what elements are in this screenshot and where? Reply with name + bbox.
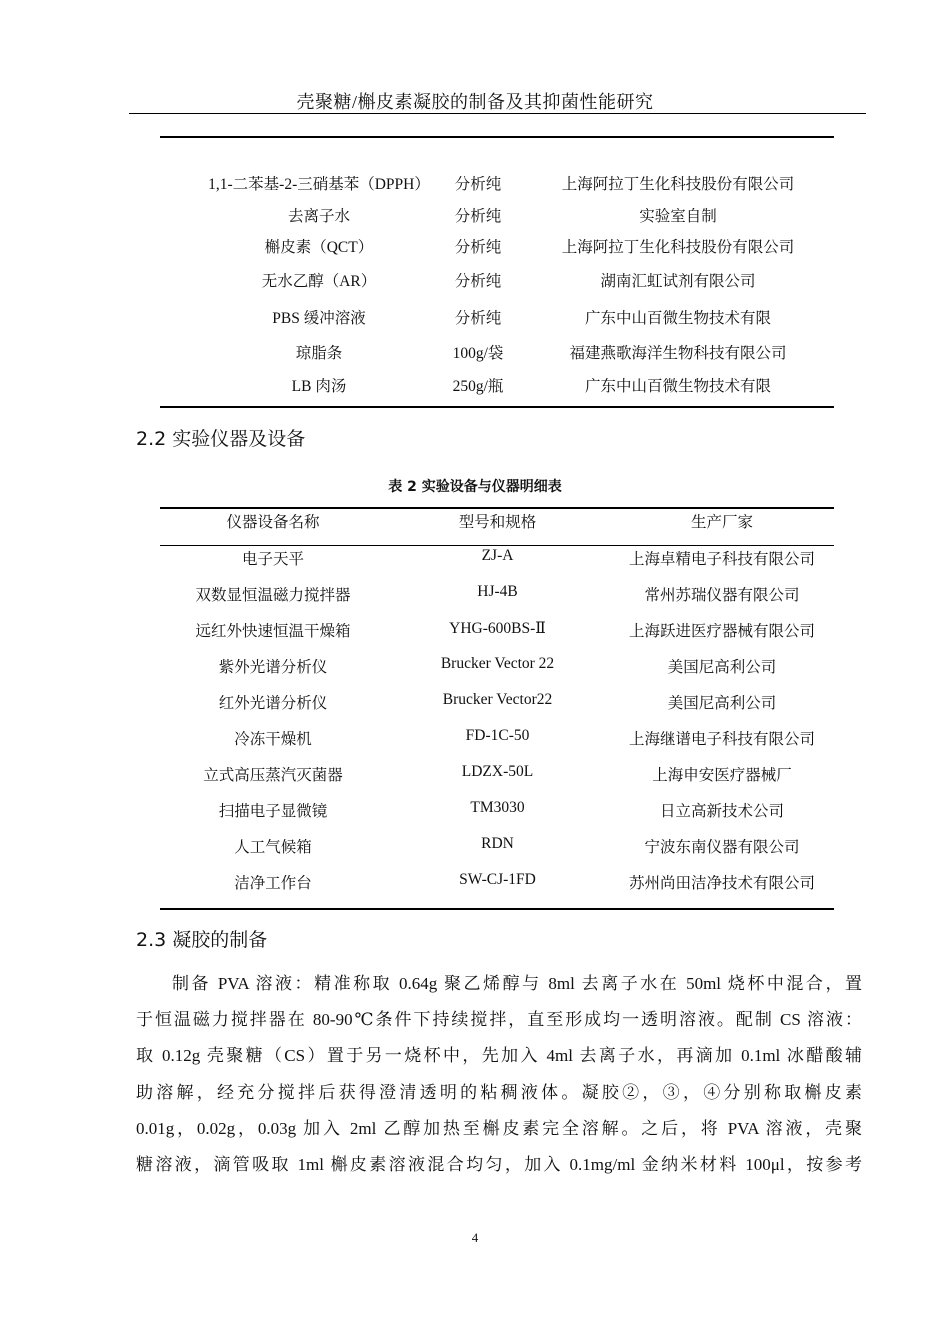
equipment-table-caption: 表 2 实验设备与仪器明细表 [388,479,562,495]
reagents-table-top-rule [160,136,834,138]
reagent-row [160,306,834,328]
equipment-name: 洁净工作台 [234,875,312,892]
reagent-grade: 分析纯 [454,273,502,290]
equipment-table-bottom-rule [160,908,834,910]
reagent-supplier: 上海阿拉丁生化科技股份有限公司 [561,176,795,193]
reagent-row [160,374,834,396]
equipment-name: 扫描电子显微镜 [218,803,328,820]
equipment-name: 双数显恒温磁力搅拌器 [195,587,351,604]
equipment-manufacturer: 上海卓精电子科技有限公司 [628,551,815,568]
reagent-name: 无水乙醇（AR） [261,273,377,290]
reagent-grade: 分析纯 [454,310,502,327]
reagent-row [160,341,834,363]
paragraph-line: 制备 PVA 溶液：精准称取 0.64g 聚乙烯醇与 8ml 去离子水在 50ml 烧杯中混合，置 [172,974,862,993]
reagent-grade: 分析纯 [454,176,502,193]
reagent-name: PBS 缓冲溶液 [272,310,366,327]
equipment-row [160,583,834,605]
section-2-3-title: 2.3 凝胶的制备 [136,929,268,951]
reagent-supplier: 广东中山百微生物技术有限 [584,378,771,395]
equipment-manufacturer: 上海继谱电子科技有限公司 [628,731,815,748]
equipment-manufacturer: 常州苏瑞仪器有限公司 [644,587,800,604]
paragraph-line: 于恒温磁力搅拌器在 80-90℃条件下持续搅拌，直至形成均一透明溶液。配制 CS 溶液： [136,1010,862,1030]
equipment-model: RDN [481,835,514,852]
equipment-row [160,763,834,785]
equipment-row [160,655,834,677]
equipment-model: HJ-4B [477,583,518,600]
equipment-row [160,547,834,569]
equipment-model: LDZX-50L [461,763,534,780]
reagent-grade: 100g/袋 [452,345,504,362]
reagent-supplier: 实验室自制 [639,208,717,225]
equipment-manufacturer: 日立高新技术公司 [659,803,784,820]
equipment-row [160,871,834,893]
equipment-manufacturer: 上海申安医疗器械厂 [652,767,792,784]
paragraph-line: 取 0.12g 壳聚糖（CS）置于另一烧杯中，先加入 4ml 去离子水，再滴加 0.1ml 冰醋酸辅 [136,1046,862,1066]
reagent-supplier: 福建燕歌海洋生物科技有限公司 [569,345,787,362]
reagent-grade: 分析纯 [454,239,502,256]
equipment-name: 冷冻干燥机 [234,731,312,748]
reagents-table-bottom-rule [160,406,834,408]
reagent-name: 槲皮素（QCT） [264,239,374,256]
equipment-manufacturer: 宁波东南仪器有限公司 [644,839,800,856]
equipment-model: Brucker Vector22 [442,691,553,708]
equipment-model: ZJ-A [481,547,514,564]
equipment-manufacturer: 上海跃进医疗器械有限公司 [628,623,815,640]
reagent-name: 去离子水 [287,208,350,225]
reagent-name: 琼脂条 [295,345,343,362]
reagent-row [160,204,834,226]
equipment-model: SW-CJ-1FD [459,871,536,888]
equipment-row [160,799,834,821]
reagent-supplier: 上海阿拉丁生化科技股份有限公司 [561,239,795,256]
section-2-2-title: 2.2 实验仪器及设备 [136,428,306,450]
reagent-row [160,172,834,194]
page-number: 4 [471,1230,479,1245]
reagent-supplier: 广东中山百微生物技术有限 [584,310,771,327]
equipment-name: 立式高压蒸汽灭菌器 [203,767,343,784]
equipment-header-manufacturer: 生产厂家 [690,514,753,531]
equipment-manufacturer: 美国尼高利公司 [667,695,777,712]
reagent-name: LB 肉汤 [291,378,347,395]
paragraph-line: 助溶解，经充分搅拌后获得澄清透明的粘稠液体。凝胶②，③，④分别称取槲皮素 [136,1082,862,1102]
equipment-row [160,691,834,713]
equipment-table-header-row [160,510,834,532]
reagent-grade: 分析纯 [454,208,502,225]
equipment-table-top-rule [160,507,834,509]
equipment-model: YHG-600BS-Ⅱ [449,620,546,637]
equipment-row [160,727,834,749]
equipment-manufacturer: 苏州尚田洁净技术有限公司 [628,875,815,892]
reagent-row [160,235,834,257]
header-rule [129,113,866,114]
reagent-supplier: 湖南汇虹试剂有限公司 [600,273,756,290]
page-header-title: 壳聚糖/槲皮素凝胶的制备及其抑菌性能研究 [296,92,654,112]
equipment-header-name: 仪器设备名称 [226,514,320,531]
body-paragraph [136,966,862,1183]
equipment-header-model: 型号和规格 [458,514,537,531]
equipment-manufacturer: 美国尼高利公司 [667,659,777,676]
equipment-name: 红外光谱分析仪 [218,695,328,712]
equipment-table-header-rule [160,545,834,546]
equipment-name: 紫外光谱分析仪 [218,659,328,676]
equipment-model: Brucker Vector 22 [440,655,555,672]
equipment-name: 远红外快速恒温干燥箱 [195,623,351,640]
equipment-model: TM3030 [470,799,525,816]
paragraph-line: 0.01g，0.02g，0.03g 加入 2ml 乙醇加热至槲皮素完全溶解。之后，将 PVA 溶液，壳聚 [136,1118,862,1138]
reagent-row [160,269,834,291]
paragraph-line: 糖溶液，滴管吸取 1ml 槲皮素溶液混合均匀，加入 0.1mg/ml 金纳米材料 100μl，按参考 [136,1155,862,1175]
equipment-name: 人工气候箱 [234,839,312,856]
reagent-name: 1,1-二苯基-2-三硝基苯（DPPH） [208,176,430,193]
equipment-row [160,835,834,857]
equipment-name: 电子天平 [241,551,304,568]
equipment-row [160,619,834,641]
equipment-model: FD-1C-50 [465,727,530,744]
reagent-grade: 250g/瓶 [452,378,504,395]
